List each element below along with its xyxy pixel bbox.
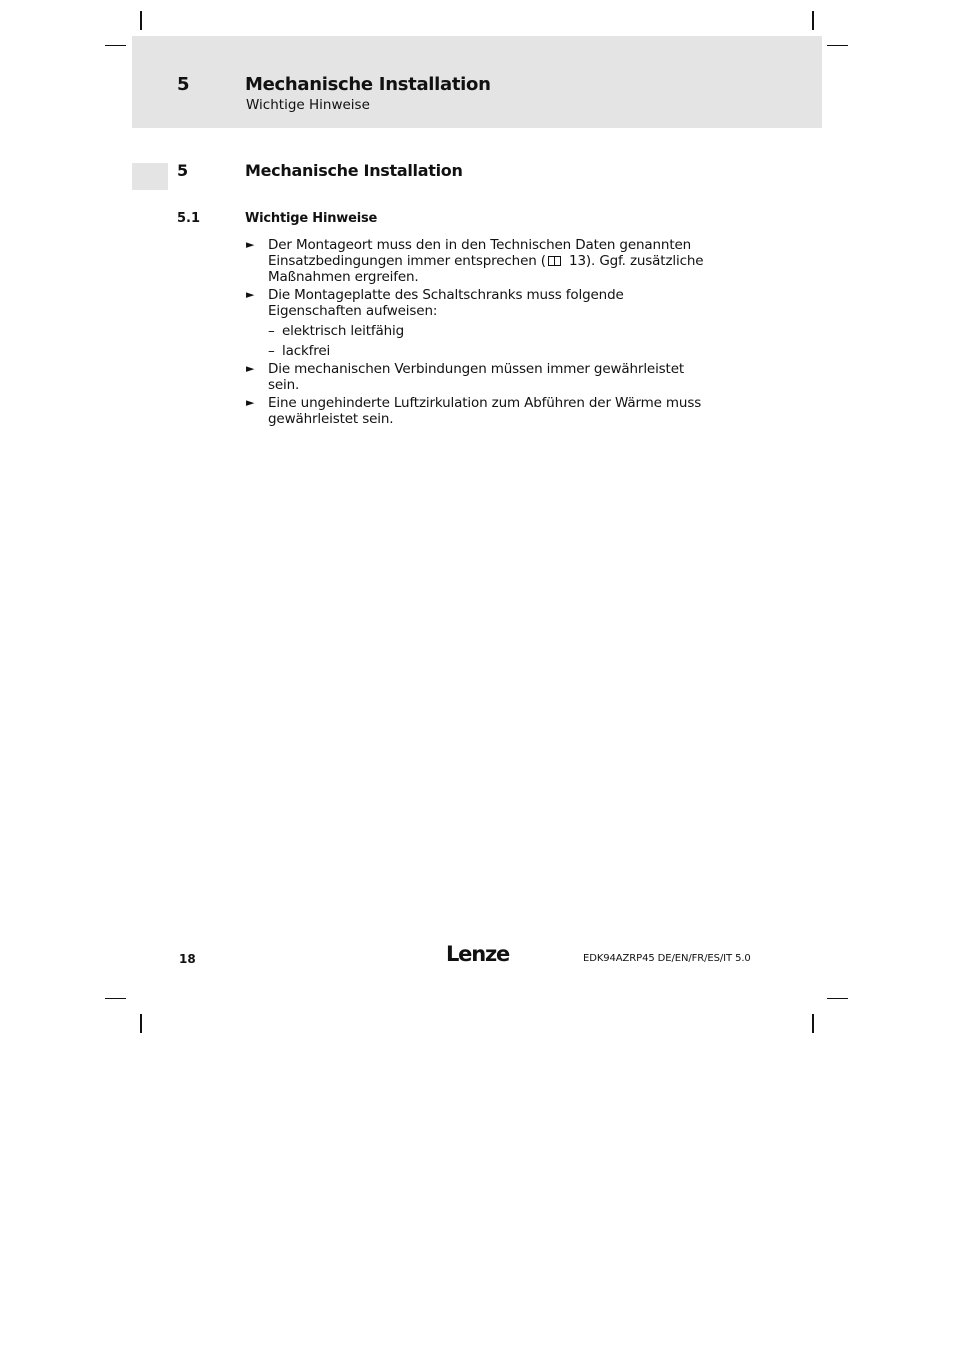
section-tab [132, 163, 168, 190]
dash-icon: – [268, 343, 275, 359]
chapter-subtitle: Wichtige Hinweise [246, 97, 370, 113]
subsection-number: 5.1 [177, 211, 201, 226]
chapter-number: 5 [177, 74, 190, 95]
list-item: ► Der Montageort muss den in den Technischen Daten genannten Einsatzbedingungen immer entsprechen ( 13). Ggf. zusätzliche Maßnahmen ergreifen. [246, 237, 704, 285]
book-icon [548, 256, 561, 266]
crop-mark [105, 998, 126, 999]
crop-mark [140, 11, 142, 30]
chapter-title: Mechanische Installation [245, 74, 491, 95]
bullet-arrow-icon: ► [246, 238, 255, 251]
sub-list-item: – lackfrei [268, 343, 331, 359]
section-number: 5 [177, 161, 189, 180]
bullet-arrow-icon: ► [246, 396, 255, 409]
crop-mark [812, 11, 814, 30]
bullet-arrow-icon: ► [246, 288, 255, 301]
list-item: ► Eine ungehinderte Luftzirkulation zum Abführen der Wärme muss gewährleistet sein. [246, 395, 702, 427]
dash-icon: – [268, 323, 275, 339]
instructions-list [246, 237, 716, 427]
crop-mark [827, 998, 848, 999]
section-title: Mechanische Installation [245, 161, 463, 180]
lenze-logo: Lenze [446, 942, 510, 966]
crop-mark [812, 1014, 814, 1033]
document-code: EDK94AZRP45 DE/EN/FR/ES/IT 5.0 [583, 953, 751, 964]
subsection-title: Wichtige Hinweise [245, 211, 378, 226]
sub-list-item: – elektrisch leitfähig [268, 323, 405, 339]
crop-mark [827, 45, 848, 46]
crop-mark [105, 45, 126, 46]
crop-mark [140, 1014, 142, 1033]
page-number: 18 [179, 952, 196, 966]
list-item: ► Die mechanischen Verbindungen müssen immer gewährleistet sein. [246, 361, 684, 393]
bullet-arrow-icon: ► [246, 362, 255, 375]
list-item: ► Die Montageplatte des Schaltschranks muss folgende Eigenschaften aufweisen: [246, 287, 624, 319]
